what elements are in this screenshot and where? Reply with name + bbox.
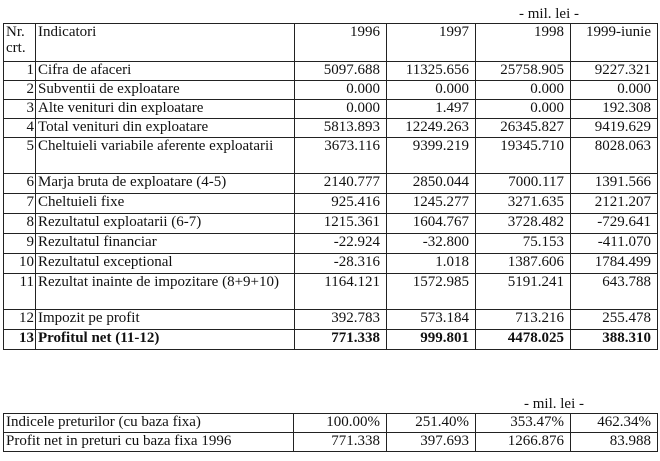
indicator-label: Rezultatul financiar — [36, 234, 295, 254]
year-header: 1997 — [387, 24, 476, 62]
nr-header: Nr. — [6, 24, 25, 40]
value-cell: 9399.219 — [387, 138, 476, 174]
row-number: 5 — [4, 138, 36, 174]
indicator-label: Rezultat inainte de impozitare (8+9+10) — [36, 274, 295, 310]
value-cell: 643.788 — [571, 274, 658, 310]
row-number: 13 — [4, 330, 36, 350]
value-cell: 771.338 — [294, 433, 387, 452]
table-row — [4, 174, 658, 194]
value-cell: 8028.063 — [571, 138, 658, 174]
table-row — [4, 138, 658, 174]
unit-label-top: - mil. lei - — [519, 6, 579, 22]
value-cell: 5813.893 — [295, 119, 387, 138]
value-cell: 100.00% — [294, 414, 387, 433]
table-row — [4, 310, 658, 330]
value-cell: 4478.025 — [476, 330, 571, 350]
value-cell: 3673.116 — [295, 138, 387, 174]
value-cell: 9227.321 — [571, 62, 658, 81]
value-cell: 0.000 — [476, 81, 571, 100]
value-cell: 1784.499 — [571, 254, 658, 274]
indicator-label: Marja bruta de exploatare (4-5) — [36, 174, 295, 194]
value-cell: 1245.277 — [387, 194, 476, 214]
indicator-label: Impozit pe profit — [36, 310, 295, 330]
value-cell: 573.184 — [387, 310, 476, 330]
table-row — [4, 254, 658, 274]
financial-results-table — [3, 23, 658, 350]
indicator-label: Rezultatul exceptional — [36, 254, 295, 274]
index-label: Profit net in preturi cu baza fixa 1996 — [4, 433, 294, 452]
value-cell: 397.693 — [387, 433, 476, 452]
value-cell: -411.070 — [571, 234, 658, 254]
value-cell: 1391.566 — [571, 174, 658, 194]
row-number: 12 — [4, 310, 36, 330]
value-cell: 1387.606 — [476, 254, 571, 274]
value-cell: 1164.121 — [295, 274, 387, 310]
value-cell: 771.338 — [295, 330, 387, 350]
value-cell: -729.641 — [571, 214, 658, 234]
value-cell: 0.000 — [476, 100, 571, 119]
row-number: 8 — [4, 214, 36, 234]
value-cell: 0.000 — [571, 81, 658, 100]
value-cell: 925.416 — [295, 194, 387, 214]
row-number: 11 — [4, 274, 36, 310]
value-cell: 1215.361 — [295, 214, 387, 234]
value-cell: 388.310 — [571, 330, 658, 350]
value-cell: 1.497 — [387, 100, 476, 119]
value-cell: 255.478 — [571, 310, 658, 330]
year-header: 1999-iunie — [571, 24, 658, 62]
value-cell: 12249.263 — [387, 119, 476, 138]
value-cell: 999.801 — [387, 330, 476, 350]
value-cell: 83.988 — [571, 433, 658, 452]
value-cell: 2121.207 — [571, 194, 658, 214]
value-cell: 7000.117 — [476, 174, 571, 194]
value-cell: 5097.688 — [295, 62, 387, 81]
indicator-label: Cheltuieli variabile aferente exploatarii — [36, 138, 295, 174]
index-label: Indicele preturilor (cu baza fixa) — [4, 414, 294, 433]
table-row — [4, 100, 658, 119]
price-index-table — [3, 413, 658, 452]
table-row — [4, 234, 658, 254]
row-number: 7 — [4, 194, 36, 214]
value-cell: 3271.635 — [476, 194, 571, 214]
value-cell: 1266.876 — [476, 433, 571, 452]
value-cell: 5191.241 — [476, 274, 571, 310]
value-cell: 3728.482 — [476, 214, 571, 234]
value-cell: 19345.710 — [476, 138, 571, 174]
value-cell: -32.800 — [387, 234, 476, 254]
row-number: 6 — [4, 174, 36, 194]
value-cell: 9419.629 — [571, 119, 658, 138]
value-cell: 75.153 — [476, 234, 571, 254]
table-row — [4, 433, 658, 452]
crt-header: crt. — [6, 40, 26, 56]
value-cell: 1572.985 — [387, 274, 476, 310]
table-row — [4, 119, 658, 138]
value-cell: 353.47% — [476, 414, 571, 433]
value-cell: 0.000 — [295, 100, 387, 119]
table-row — [4, 62, 658, 81]
value-cell: -22.924 — [295, 234, 387, 254]
value-cell: 26345.827 — [476, 119, 571, 138]
row-number: 1 — [4, 62, 36, 81]
value-cell: 392.783 — [295, 310, 387, 330]
value-cell: 713.216 — [476, 310, 571, 330]
row-number: 9 — [4, 234, 36, 254]
value-cell: 25758.905 — [476, 62, 571, 81]
row-number: 2 — [4, 81, 36, 100]
year-header: 1998 — [476, 24, 571, 62]
value-cell: 0.000 — [295, 81, 387, 100]
value-cell: 1.018 — [387, 254, 476, 274]
year-header: 1996 — [295, 24, 387, 62]
value-cell: 2140.777 — [295, 174, 387, 194]
value-cell: -28.316 — [295, 254, 387, 274]
value-cell: 462.34% — [571, 414, 658, 433]
value-cell: 0.000 — [387, 81, 476, 100]
table-row — [4, 330, 658, 350]
indicator-label: Alte venituri din exploatare — [36, 100, 295, 119]
table-row — [4, 414, 658, 433]
indicator-label: Rezultatul exploatarii (6-7) — [36, 214, 295, 234]
row-number: 3 — [4, 100, 36, 119]
table-row — [4, 194, 658, 214]
value-cell: 2850.044 — [387, 174, 476, 194]
indicator-label: Cheltuieli fixe — [36, 194, 295, 214]
value-cell: 11325.656 — [387, 62, 476, 81]
indicator-label: Total venituri din exploatare — [36, 119, 295, 138]
table-row — [4, 81, 658, 100]
table-row — [4, 274, 658, 310]
indicator-label: Subventii de exploatare — [36, 81, 295, 100]
value-cell: 1604.767 — [387, 214, 476, 234]
nr-crt-header — [4, 24, 36, 62]
value-cell: 192.308 — [571, 100, 658, 119]
row-number: 4 — [4, 119, 36, 138]
indicator-label: Cifra de afaceri — [36, 62, 295, 81]
table-row — [4, 214, 658, 234]
unit-label-bottom: - mil. lei - — [524, 396, 584, 412]
indicator-label: Profitul net (11-12) — [36, 330, 295, 350]
row-number: 10 — [4, 254, 36, 274]
table-header-row — [4, 24, 658, 62]
value-cell: 251.40% — [387, 414, 476, 433]
indicator-header: Indicatori — [36, 24, 295, 62]
